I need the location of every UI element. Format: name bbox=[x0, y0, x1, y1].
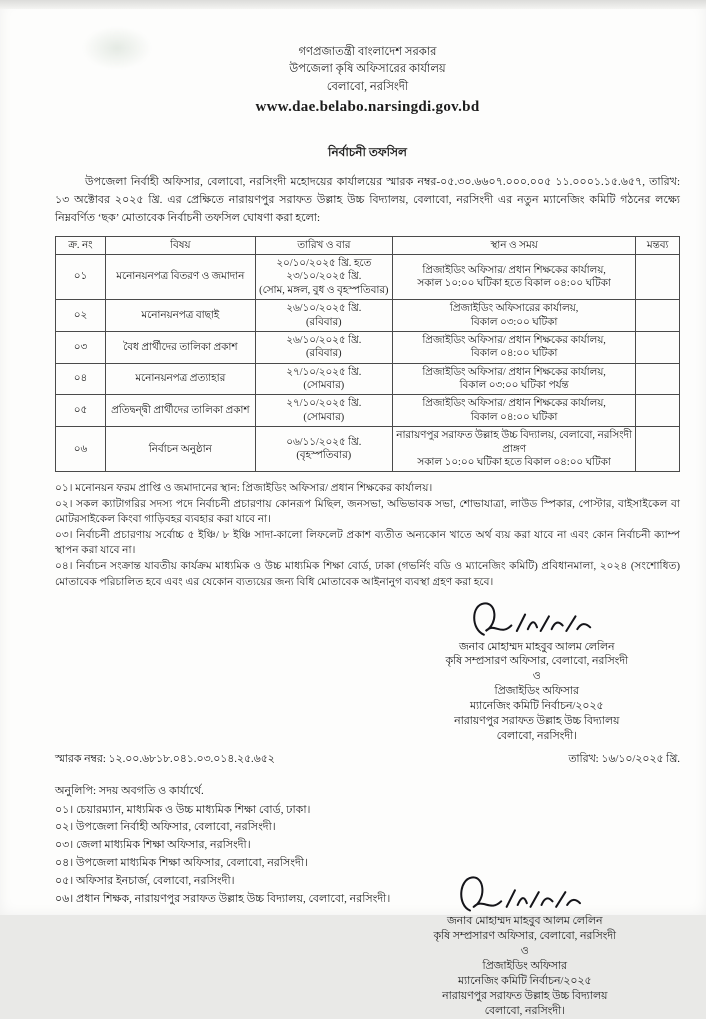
cell-remarks bbox=[636, 331, 680, 363]
venue-line: প্রিজাইডিং অফিসারের কার্যালয়, bbox=[449, 303, 579, 315]
cell-venue bbox=[392, 300, 635, 332]
cell-serial: ০৪ bbox=[56, 363, 106, 395]
cell-subject: প্রতিদ্বন্দ্বী প্রার্থীদের তালিকা প্রকাশ bbox=[105, 395, 255, 427]
cell-venue bbox=[392, 427, 635, 472]
cell-serial: ০৩ bbox=[56, 331, 106, 363]
signer-name: জনাব মোহাম্মদ মাহবুব আলম লেলিন bbox=[459, 640, 615, 653]
signer-and: ও bbox=[520, 945, 529, 958]
cell-remarks bbox=[636, 395, 680, 427]
date-line: ২৬/১০/২০২৫ খ্রি. bbox=[286, 303, 362, 315]
office-location: বেলাবো, নরসিংদী bbox=[326, 80, 409, 93]
date-line: (রবিবার) bbox=[305, 348, 342, 360]
venue-line: বিকাল ০৪:০০ ঘটিকা bbox=[470, 348, 558, 360]
cell-date bbox=[255, 363, 392, 395]
date-line: (রবিবার) bbox=[305, 316, 342, 328]
table-row bbox=[56, 255, 680, 300]
faint-seal-stamp bbox=[82, 26, 152, 70]
venue-line: প্রিজাইডিং অফিসার/ প্রধান শিক্ষকের কার্যালয়, bbox=[422, 334, 606, 346]
venue-line: নারায়ণপুর সরাফত উল্লাহ উচ্চ বিদ্যালয়, বেলাবো, নরসিংদী প্রাঙ্গণ bbox=[396, 430, 632, 455]
cell-venue bbox=[392, 395, 635, 427]
issue-date: তারিখ: ১৬/১০/২০২৫ খ্রি. bbox=[568, 752, 680, 765]
cell-subject: মনোনয়নপত্র বিতরণ ও জমাদান bbox=[105, 255, 255, 300]
memo-row bbox=[55, 750, 680, 769]
copy-item: ০৪। উপজেলা মাধ্যমিক শিক্ষা অফিসার, বেলাবো, নরসিংদী। bbox=[55, 857, 308, 870]
copy-item: ০১। চেয়ারম্যান, মাধ্যমিক ও উচ্চ মাধ্যমিক শিক্ষা বোর্ড, ঢাকা। bbox=[55, 803, 311, 816]
date-line: ২৬/১০/২০২৫ খ্রি. bbox=[286, 334, 362, 346]
date-line: (সোমবার) bbox=[303, 380, 345, 392]
cell-date bbox=[255, 331, 392, 363]
signature-block bbox=[446, 598, 628, 744]
venue-line: সকাল ১০:০০ ঘটিকা হতে বিকাল ০৪:০০ ঘটিকা bbox=[417, 278, 611, 290]
office-website: www.dae.belabo.narsingdi.gov.bd bbox=[255, 98, 480, 115]
signer-and: ও bbox=[532, 670, 541, 683]
venue-line: প্রিজাইডিং অফিসার/ প্রধান শিক্ষকের কার্যালয়, bbox=[422, 264, 606, 276]
cell-date bbox=[255, 427, 392, 472]
office-name: উপজেলা কৃষি অফিসারের কার্যালয় bbox=[289, 63, 446, 76]
note-item: ০১। মনোনয়ন ফরম প্রাপ্তি ও জমাদানের স্থান: প্রিজাইডিং অফিসার/ প্রধান শিক্ষকের কার্যালয়। bbox=[55, 483, 433, 495]
handwritten-signature-icon bbox=[462, 598, 612, 642]
cell-venue bbox=[392, 255, 635, 300]
date-line: ২৭/১০/২০২৫ খ্রি. bbox=[286, 366, 362, 378]
signature-area-1 bbox=[55, 598, 680, 744]
cell-subject: বৈধ প্রার্থীদের তালিকা প্রকাশ bbox=[105, 331, 255, 363]
cell-subject: নির্বাচন অনুষ্ঠান bbox=[105, 427, 255, 472]
table-row bbox=[56, 427, 680, 472]
cell-date bbox=[255, 300, 392, 332]
cell-remarks bbox=[636, 363, 680, 395]
copy-item: ০২। উপজেলা নির্বাহী অফিসার, বেলাবো, নরসিংদী। bbox=[55, 821, 276, 834]
venue-line: প্রিজাইডিং অফিসার/ প্রধান শিক্ষকের কার্যালয়, bbox=[422, 366, 606, 378]
signer-place: বেলাবো, নরসিংদী। bbox=[496, 729, 577, 742]
intro-paragraph: উপজেলা নির্বাহী অফিসার, বেলাবো, নরসিংদী মহোদয়ের কার্যালয়ের স্মারক নম্বর-০৫.৩০.৬৬০৭.০০০.০০৫ ১১.০০০১.১৫.৬৫৭, তারিখ: ১৩ অক্টোবর ২০২৫ খ্রি. এর প্রেক্ষিতে নারায়ণপুর সরাফত উল্লাহ উচ্চ বিদ্যালয়, বেলাবো, নরসিংদী এর নতুন ম্যানেজিং কমিটি গঠনের লক্ষ্যে নিম্নবর্ণিত ‘ছক’ মোতাবেক নির্বাচনী তফসিল ঘোষণা করা হলো: bbox=[55, 176, 680, 224]
table-row bbox=[56, 395, 680, 427]
note-item: ০২। সকল ক্যাটাগরির সদস্য পদে নির্বাচনী প্রচারণায় কোনরূপ মিছিল, জনসভা, অভিভাবক সভা, শোভাযাত্রা, লাউড স্পিকার, পোস্টার, বাইসাইকেল বা মোটরসাইকেল কিংবা গাড়িবহর ব্যবহার করা যাবে না। bbox=[55, 499, 680, 526]
cell-venue bbox=[392, 331, 635, 363]
cell-serial: ০৬ bbox=[56, 427, 106, 472]
notes-section bbox=[55, 481, 680, 589]
table-row bbox=[56, 363, 680, 395]
table-row bbox=[56, 300, 680, 332]
date-line: ০৬/১১/২০২৫ খ্রি. bbox=[286, 436, 362, 448]
signer-designation: কৃষি সম্প্রসারণ অফিসার, বেলাবো, নরসিংদী bbox=[433, 930, 616, 943]
cell-date bbox=[255, 255, 392, 300]
cell-subject: মনোনয়নপত্র প্রত্যাহার bbox=[105, 363, 255, 395]
memo-number: স্মারক নম্বর: ১২.০০.৬৮১৮.০৪১.০৩.০১৪.২৫.৬৫২ bbox=[55, 752, 275, 765]
government-name: গণপ্রজাতন্ত্রী বাংলাদেশ সরকার bbox=[298, 46, 437, 58]
scan-edge bbox=[0, 0, 706, 9]
header-venue: স্থান ও সময় bbox=[392, 236, 635, 254]
header-date: তারিখ ও বার bbox=[255, 236, 392, 254]
election-schedule-table bbox=[55, 236, 680, 473]
signer-role: প্রিজাইডিং অফিসার bbox=[494, 685, 579, 698]
venue-line: বিকাল ০৩:০০ ঘটিকা bbox=[470, 316, 558, 328]
date-line: (সোম, মঙ্গল, বুধ ও বৃহস্পতিবার) bbox=[259, 284, 389, 296]
signer-name: জনাব মোহাম্মদ মাহবুব আলম লেলিন bbox=[447, 915, 603, 928]
note-item: ০৩। নির্বাচনী প্রচারণায় সর্বোচ্চ ৫ ইঞ্চি/ ৮ ইঞ্চি সাদা-কালো লিফলেট প্রকাশ ব্যতীত অন্যকোন খাতে অর্থ ব্যয় করা যাবে না এবং কোন নির্বাচনী ক্যাম্প স্থাপন করা যাবে না। bbox=[55, 530, 680, 557]
date-line: ২০/১০/২০২৫ খ্রি. হতে ২৩/১০/২০২৫ খ্রি. bbox=[276, 258, 372, 283]
signer-school: নারায়ণপুর সরাফত উল্লাহ উচ্চ বিদ্যালয় bbox=[442, 989, 608, 1002]
cell-remarks bbox=[636, 255, 680, 300]
header-remarks: মন্তব্য bbox=[636, 236, 680, 254]
cell-serial: ০৫ bbox=[56, 395, 106, 427]
header-serial: ক্র. নং bbox=[56, 236, 106, 254]
signature-block bbox=[434, 872, 616, 1018]
signer-committee: ম্যানেজিং কমিটি নির্বাচন/২০২৫ bbox=[470, 700, 604, 713]
venue-line: সকাল ১০:০০ ঘটিকা হতে বিকাল ০৪:০০ ঘটিকা bbox=[417, 456, 611, 468]
cell-serial: ০২ bbox=[56, 300, 106, 332]
table-row bbox=[56, 331, 680, 363]
date-line: ২৭/১০/২০২৫ খ্রি. bbox=[286, 398, 362, 410]
venue-line: বিকাল ০৪:০০ ঘটিকা bbox=[470, 411, 558, 423]
date-line: (সোমবার) bbox=[303, 411, 345, 423]
cell-date bbox=[255, 395, 392, 427]
signer-school: নারায়ণপুর সরাফত উল্লাহ উচ্চ বিদ্যালয় bbox=[454, 714, 620, 727]
copy-list-heading: অনুলিপি: সদয় অবগতি ও কার্যার্থে. bbox=[55, 784, 204, 797]
cell-subject: মনোনয়নপত্র বাছাই bbox=[105, 300, 255, 332]
copy-item: ০৩। জেলা মাধ্যমিক শিক্ষা অফিসার, নরসিংদী। bbox=[55, 839, 251, 852]
header-subject: বিষয় bbox=[105, 236, 255, 254]
date-line: (বৃহস্পতিবার) bbox=[296, 450, 352, 462]
signer-designation: কৃষি সম্প্রসারণ অফিসার, বেলাবো, নরসিংদী bbox=[445, 655, 628, 668]
table-header-row bbox=[56, 236, 680, 254]
handwritten-signature-icon bbox=[450, 872, 600, 916]
venue-line: প্রিজাইডিং অফিসার/ প্রধান শিক্ষকের কার্যালয়, bbox=[422, 398, 606, 410]
page-title: নির্বাচনী তফসিল bbox=[328, 145, 407, 160]
signer-role: প্রিজাইডিং অফিসার bbox=[482, 960, 567, 973]
note-item: ০৪। নির্বাচন সংক্রান্ত যাবতীয় কার্যক্রম মাধ্যমিক ও উচ্চ মাধ্যমিক শিক্ষা বোর্ড, ঢাকা (গভর্নিং বডি ও ম্যানেজিং কমিটি) প্রবিধানমালা, ২০২৪ (সংশোধিত) মোতাবেক পরিচালিত হবে এবং এর যেকোন ব্যত্যয়ের জন্য বিধি মোতাবেক আইনানুগ ব্যবস্থা গ্রহণ করা হবে। bbox=[55, 561, 680, 588]
signer-committee: ম্যানেজিং কমিটি নির্বাচন/২০২৫ bbox=[458, 975, 592, 988]
signer-place: বেলাবো, নরসিংদী। bbox=[484, 1004, 565, 1017]
cell-venue bbox=[392, 363, 635, 395]
cell-serial: ০১ bbox=[56, 255, 106, 300]
copy-item: ০৬। প্রধান শিক্ষক, নারায়ণপুর সরাফত উল্লাহ উচ্চ বিদ্যালয়, বেলাবো, নরসিংদী। bbox=[55, 892, 391, 905]
cell-remarks bbox=[636, 300, 680, 332]
venue-line: বিকাল ০৩:০০ ঘটিকা পর্যন্ত bbox=[459, 380, 569, 392]
copy-item: ০৫। অফিসার ইনচার্জ, বেলাবো, নরসিংদী। bbox=[55, 874, 235, 887]
cell-remarks bbox=[636, 427, 680, 472]
